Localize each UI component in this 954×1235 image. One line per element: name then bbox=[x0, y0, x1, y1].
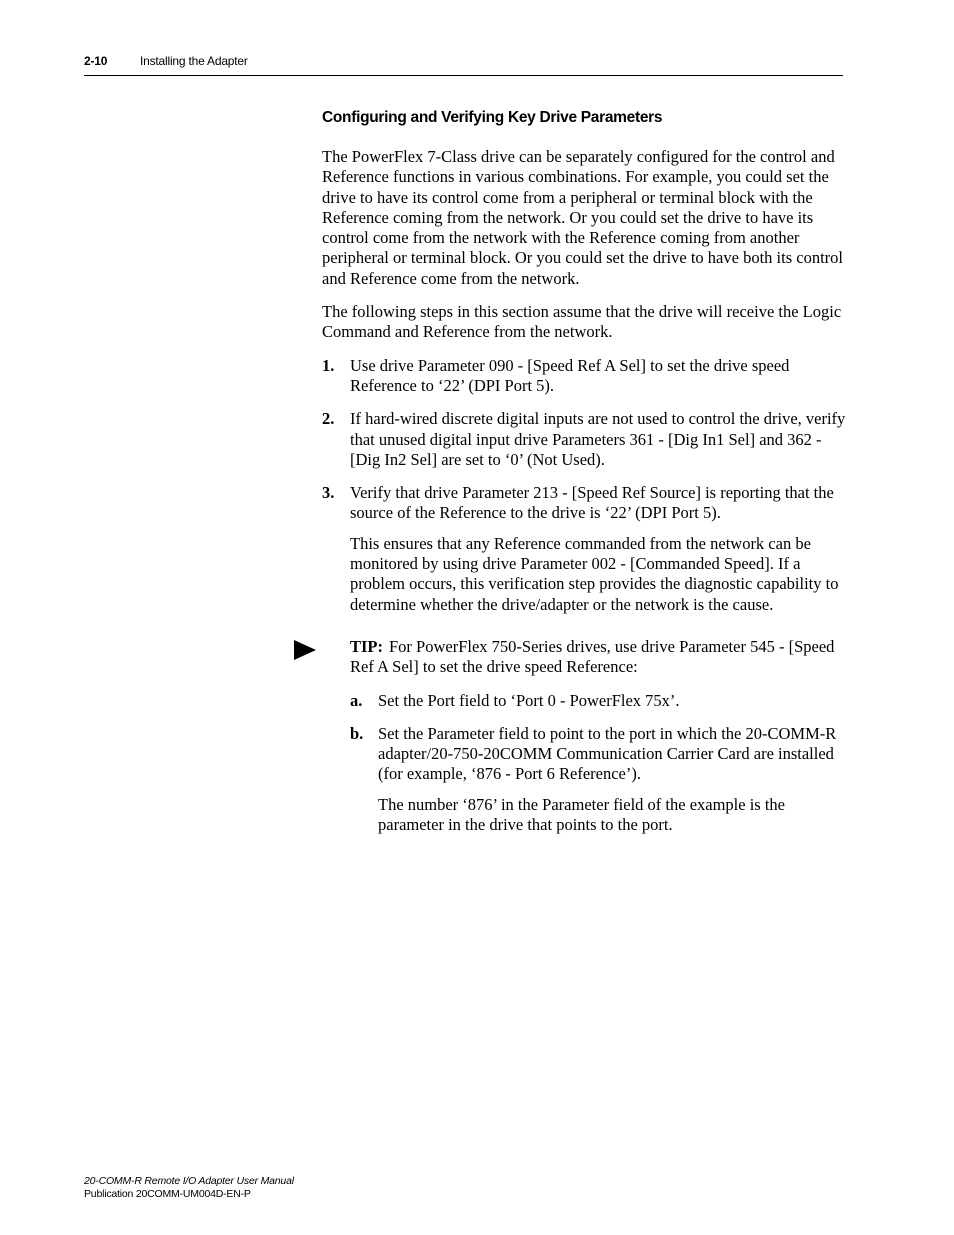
tip-arrow-icon bbox=[294, 640, 316, 660]
tip-block bbox=[322, 637, 846, 835]
step-number: 3. bbox=[322, 483, 335, 503]
intro-paragraph: The PowerFlex 7-Class drive can be separately configured for the control and Reference functions in various combinations. For example, you could set the drive to have its control come from a peripheral or terminal block with the Reference coming from the network. Or you could set the drive to have its control come from the network with the Reference coming from another peripheral or terminal block. Or you could set the drive to have both its control and Reference come from the network. bbox=[322, 147, 843, 288]
step-number: 2. bbox=[322, 409, 335, 429]
substep-letter: b. bbox=[350, 723, 364, 743]
tip-text-line bbox=[350, 637, 846, 678]
substep-letter: a. bbox=[350, 690, 363, 710]
step-text: Verify that drive Parameter 213 - [Speed Ref Source] is reporting that the source of the Reference to the drive is ‘22’ (DPI Port 5). bbox=[350, 483, 834, 523]
substep-note: The number ‘876’ in the Parameter field of the example is the parameter in the drive that points to the port. bbox=[378, 794, 786, 835]
page-footer bbox=[84, 1175, 294, 1201]
main-content bbox=[322, 108, 846, 835]
step-text: Use drive Parameter 090 - [Speed Ref A Sel] to set the drive speed Reference to ‘22’ (DPI Port 5). bbox=[350, 355, 790, 395]
tip-text: For PowerFlex 750-Series drives, use drive Parameter 545 - [Speed Ref A Sel] to set the drive speed Reference: bbox=[350, 636, 835, 677]
step-text: If hard-wired discrete digital inputs are not used to control the drive, verify that unused digital input drive Parameters 361 - [Dig In1 Sel] and 362 - [Dig In2 Sel] are set to ‘0’ (Not Used). bbox=[350, 409, 846, 469]
tip-label: TIP: bbox=[350, 636, 383, 656]
substep-text: Set the Parameter field to point to the port in which the 20-COMM-R adapter/20-750-20COMM Communication Carrier Card are installed (for example, ‘876 - Port 6 Reference’). bbox=[378, 723, 837, 784]
section-title: Configuring and Verifying Key Drive Parameters bbox=[322, 109, 663, 126]
substep-text: Set the Port field to ‘Port 0 - PowerFlex 75x’. bbox=[378, 690, 680, 710]
step-2 bbox=[322, 409, 846, 470]
step-1 bbox=[322, 356, 846, 397]
running-title: Installing the Adapter bbox=[140, 54, 248, 68]
substep-b bbox=[350, 724, 846, 835]
manual-title: 20-COMM-R Remote I/O Adapter User Manual bbox=[84, 1175, 294, 1187]
step-number: 1. bbox=[322, 355, 335, 375]
page-number: 2-10 bbox=[84, 54, 108, 68]
publication-number: Publication 20COMM-UM004D-EN-P bbox=[84, 1188, 251, 1200]
page-header bbox=[84, 53, 843, 76]
substep-a bbox=[350, 691, 846, 711]
step-3 bbox=[322, 483, 846, 615]
step-note: This ensures that any Reference commanded from the network can be monitored by using drive Parameter 002 - [Commanded Speed]. If a problem occurs, this verification step provides the diagnostic capability to determine whether the drive/adapter or the network is the cause. bbox=[350, 533, 839, 614]
assumption-paragraph: The following steps in this section assume that the drive will receive the Logic Command and Reference from the network. bbox=[322, 302, 842, 342]
